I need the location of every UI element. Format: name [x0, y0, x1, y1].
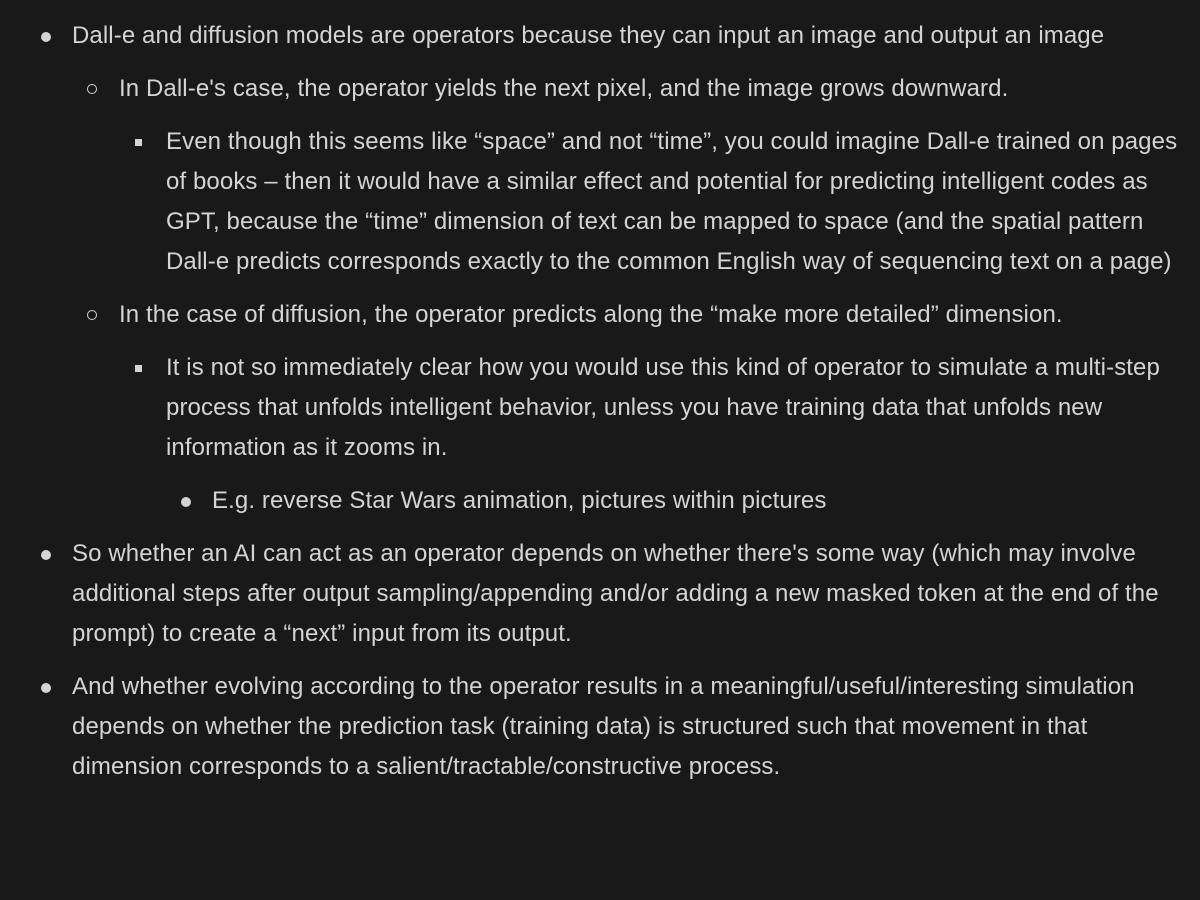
bullet-item-space-vs-time: [0, 122, 1200, 282]
bullet-item-multi-step-process: [0, 348, 1200, 468]
bullet-item-star-wars-example: [0, 481, 1200, 521]
bullet-text: Dall-e and diffusion models are operators because they can input an image and output an image: [72, 22, 1105, 49]
disc-bullet-icon: [181, 497, 191, 507]
bullet-item-dalle-diffusion-operators: [0, 16, 1200, 56]
disc-bullet-icon: [41, 550, 51, 560]
document-bullet-list: [0, 16, 1200, 787]
bullet-item-ai-as-operator: [0, 534, 1200, 654]
disc-bullet-icon: [41, 32, 51, 42]
bullet-text: It is not so immediately clear how you would use this kind of operator to simulate a multi-step process that unfolds intelligent behavior, unless you have training data that unfolds new information as it zooms in.: [166, 354, 1160, 461]
bullet-text: So whether an AI can act as an operator depends on whether there's some way (which may involve additional steps after output sampling/appending and/or adding a new masked token at the end of the prompt) to create a “next” input from its output.: [72, 540, 1159, 647]
disc-bullet-icon: [41, 683, 51, 693]
square-bullet-icon: [135, 365, 142, 372]
bullet-text: In the case of diffusion, the operator predicts along the “make more detailed” dimension.: [119, 301, 1063, 328]
bullet-item-meaningful-simulation: [0, 667, 1200, 787]
bullet-item-dalle-case: [0, 69, 1200, 109]
bullet-text: In Dall-e's case, the operator yields the next pixel, and the image grows downward.: [119, 75, 1009, 102]
bullet-item-diffusion-case: [0, 295, 1200, 335]
bullet-text: And whether evolving according to the operator results in a meaningful/useful/interesting simulation depends on whether the prediction task (training data) is structured such that movement in that dimension corresponds to a salient/tractable/constructive process.: [72, 673, 1135, 780]
circle-bullet-icon: [87, 84, 97, 94]
bullet-text: E.g. reverse Star Wars animation, pictures within pictures: [212, 487, 827, 514]
square-bullet-icon: [135, 139, 142, 146]
bullet-text: Even though this seems like “space” and not “time”, you could imagine Dall-e trained on pages of books – then it would have a similar effect and potential for predicting intelligent codes as GPT, because the “time” dimension of text can be mapped to space (and the spatial pattern Dall-e predicts corresponds exactly to the common English way of sequencing text on a page): [166, 128, 1178, 275]
circle-bullet-icon: [87, 310, 97, 320]
